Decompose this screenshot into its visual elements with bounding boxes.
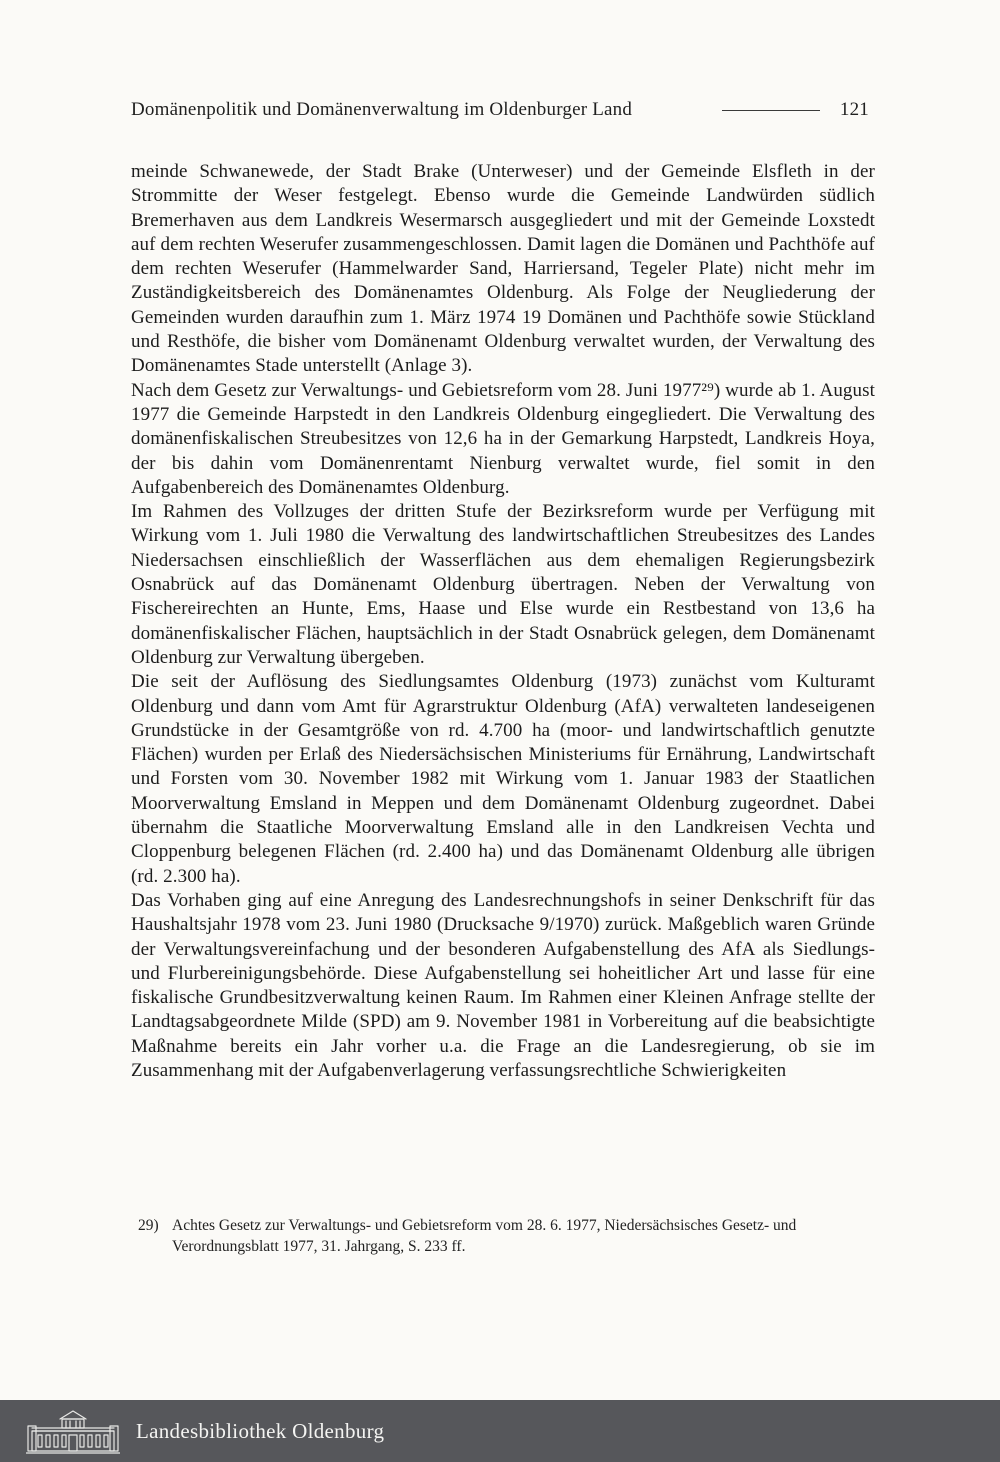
library-footer-bar [0,1400,1000,1462]
paragraph-2: Nach dem Gesetz zur Verwaltungs- und Gebietsreform vom 28. Juni 1977²⁹) wurde ab 1. August 1977 die Gemeinde Harpstedt in den Landkreis Oldenburg eingegliedert. Die Verwaltung des domänenfiskalischen Streubesitzes von 12,6 ha in der Gemarkung Harpstedt, Landkreis Hoya, der bis dahin vom Domänenrentamt Nienburg verwaltet wurde, fiel somit in den Aufgabenbereich des Domänenamtes Oldenburg. [131,379,875,498]
footnote-text: Achtes Gesetz zur Verwaltungs- und Gebietsreform vom 28. 6. 1977, Niedersächsisches Gesetz- und Verordnungsblatt 1977, 31. Jahrgang, S. 233 ff. [172,1217,797,1255]
library-building-icon [26,1408,120,1454]
library-name: Landesbibliothek Oldenburg [136,1418,385,1443]
paragraph-1: meinde Schwanewede, der Stadt Brake (Unterweser) und der Gemeinde Elsfleth in der Strommitte der Weser festgelegt. Ebenso wurde die Gemeinde Landwürden südlich Bremerhaven aus dem Landkreis Wesermarsch ausgegliedert und mit der Gemeinde Loxstedt auf dem rechten Weserufer zusammengeschlossen. Damit lagen die Domänen und Pachthöfe auf dem rechten Weserufer (Hammelwarder Sand, Harriersand, Tegeler Plate) nicht mehr im Zuständigkeitsbereich des Domänenamtes Oldenburg. Als Folge der Neugliederung der Gemeinden wurden daraufhin zum 1. März 1974 19 Domänen und Pachthöfe sowie Stückland und Resthöfe, die bisher vom Domänenamt Oldenburg verwaltet wurden, der Verwaltung des Domänenamtes Stade unterstellt (Anlage 3). [131,161,875,377]
page-number: 121 [839,99,869,120]
running-title: Domänenpolitik und Domänenverwaltung im Oldenburger Land [131,99,633,120]
footnote-number: 29) [138,1217,159,1234]
body-text-block [131,160,875,1083]
footnote [138,1216,880,1257]
paragraph-4: Die seit der Auflösung des Siedlungsamtes Oldenburg (1973) zunächst vom Kulturamt Oldenburg und dann vom Amt für Agrarstruktur Oldenburg (AfA) verwalteten landeseigenen Grundstücke in der Gesamtgröße von rd. 4.700 ha (moor- und landwirtschaftlich genutzte Flächen) wurden per Erlaß des Niedersächsischen Ministeriums für Ernährung, Landwirtschaft und Forsten vom 30. November 1982 mit Wirkung vom 1. Januar 1983 der Staatlichen Moorverwaltung Emsland in Meppen und dem Domänenamt Oldenburg zugeordnet. Dabei übernahm die Staatliche Moorverwaltung Emsland alle in den Landkreisen Vechta und Cloppenburg belegenen Flächen (rd. 2.400 ha) und das Domänenamt Oldenburg alle übrigen (rd. 2.300 ha). [131,671,875,887]
paragraph-3: Im Rahmen des Vollzuges der dritten Stufe der Bezirksreform wurde per Verfügung mit Wirkung vom 1. Juli 1980 die Verwaltung des landwirtschaftlichen Streubesitzes des Landes Niedersachsen einschließlich der Wasserflächen aus dem ehemaligen Regierungsbezirk Osnabrück auf das Domänenamt Oldenburg übertragen. Neben der Verwaltung von Fischereirechten an Hunte, Ems, Haase und Else wurde ein Restbestand von 13,6 ha domänenfiskalischer Flächen, hauptsächlich in der Stadt Osnabrück gelegen, dem Domänenamt Oldenburg zur Verwaltung übergeben. [131,501,875,668]
header-rule [722,110,820,111]
page-header [131,99,869,121]
paragraph-5: Das Vorhaben ging auf eine Anregung des Landesrechnungshofs in seiner Denkschrift für das Haushaltsjahr 1978 vom 23. Juni 1980 (Drucksache 9/1970) zurück. Maßgeblich waren Gründe der Verwaltungsvereinfachung und der besonderen Aufgabenstellung des AfA als Siedlungs- und Flurbereinigungsbehörde. Diese Aufgabenstellung sei hoheitlicher Art und lasse für eine fiskalische Grundbesitzverwaltung keinen Raum. Im Rahmen einer Kleinen Anfrage stellte der Landtagsabgeordnete Milde (SPD) am 9. November 1981 in Vorbereitung auf die beabsichtigte Maßnahme bereits ein Jahr vorher u.a. die Frage an die Landesregierung, ob sie im Zusammenhang mit der Aufgabenverlagerung verfassungsrechtliche Schwierigkeiten [131,889,875,1081]
